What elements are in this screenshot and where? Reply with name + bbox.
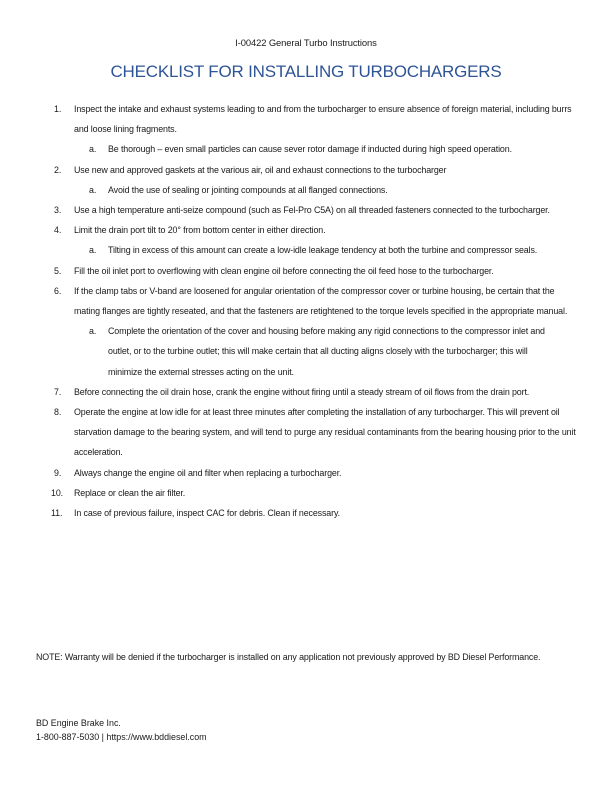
- item-text: In case of previous failure, inspect CAC for debris. Clean if necessary.: [74, 508, 340, 519]
- checklist-item: [0, 281, 612, 321]
- checklist-subitem: [0, 139, 612, 159]
- checklist-item: [0, 382, 612, 402]
- subitem-letter: a.: [89, 144, 97, 155]
- footer: [36, 716, 207, 744]
- item-text: Inspect the intake and exhaust systems leading to and from the turbocharger to ensure absence of foreign material, including burrs and loose lining fragments.: [74, 104, 572, 135]
- item-number: 11.: [51, 508, 63, 519]
- checklist-subitem: [0, 321, 612, 382]
- item-text: Use new and approved gaskets at the various air, oil and exhaust connections to the turbocharger: [74, 164, 447, 175]
- item-number: 5.: [54, 265, 62, 276]
- item-text: Operate the engine at low idle for at least three minutes after completing the installation of any turbocharger. This will prevent oil starvation damage to the bearing system, and will tend to purge any residual contaminants from the bearing housing prior to the unit acceleration.: [74, 407, 576, 458]
- subitem-letter: a.: [89, 245, 97, 256]
- item-number: 7.: [54, 386, 62, 397]
- checklist-item: [0, 503, 612, 523]
- document-header: I-00422 General Turbo Instructions: [235, 37, 377, 48]
- item-number: 9.: [54, 467, 62, 478]
- page-title: CHECKLIST FOR INSTALLING TURBOCHARGERS: [110, 62, 502, 81]
- item-text: Use a high temperature anti-seize compound (such as Fel-Pro C5A) on all threaded fasteners connected to the turbocharger.: [74, 205, 550, 216]
- subitem-letter: a.: [89, 184, 97, 195]
- subitem-text: Complete the orientation of the cover and housing before making any rigid connections to the compressor inlet and outlet, or to the turbine outlet; this will make certain that all ducting aligns closely with the turbocharger; this will minimize the external stresses acting on the unit.: [108, 326, 545, 377]
- item-text: Limit the drain port tilt to 20° from bottom center in either direction.: [74, 225, 326, 236]
- subitem-text: Avoid the use of sealing or jointing compounds at all flanged connections.: [108, 184, 388, 195]
- item-text: Fill the oil inlet port to overflowing with clean engine oil before connecting the oil feed hose to the turbocharger.: [74, 265, 494, 276]
- warranty-note: NOTE: Warranty will be denied if the turbocharger is installed on any application not previously approved by BD Diesel Performance.: [36, 652, 541, 662]
- item-text: Replace or clean the air filter.: [74, 487, 186, 498]
- subitem-text: Be thorough – even small particles can cause sever rotor damage if inducted during high speed operation.: [108, 144, 512, 155]
- footer-company: BD Engine Brake Inc.: [36, 718, 121, 728]
- item-number: 6.: [54, 285, 62, 296]
- checklist-subitem: [0, 240, 612, 260]
- checklist-subitem: [0, 180, 612, 200]
- footer-contact: 1-800-887-5030 | https://www.bddiesel.com: [36, 732, 207, 742]
- checklist-item: [0, 463, 612, 483]
- subitem-letter: a.: [89, 326, 97, 337]
- item-text: Before connecting the oil drain hose, crank the engine without firing until a steady stream of oil flows from the drain port.: [74, 386, 530, 397]
- checklist: [0, 99, 612, 523]
- subitem-text: Tilting in excess of this amount can create a low-idle leakage tendency at both the turbine and compressor seals.: [108, 245, 538, 256]
- item-number: 2.: [54, 164, 62, 175]
- item-text: If the clamp tabs or V-band are loosened for angular orientation of the compressor cover or turbine housing, be certain that the mating flanges are tightly reseated, and that the fasteners are retightened to the torque levels specified in the appropriate manual.: [74, 285, 568, 317]
- item-number: 8.: [54, 407, 62, 418]
- checklist-item: [0, 200, 612, 220]
- checklist-item: [0, 261, 612, 281]
- item-text: Always change the engine oil and filter when replacing a turbocharger.: [74, 467, 342, 478]
- checklist-item: [0, 483, 612, 503]
- checklist-item: [0, 160, 612, 180]
- item-number: 3.: [54, 205, 62, 216]
- checklist-item: [0, 220, 612, 240]
- item-number: 10.: [51, 487, 63, 498]
- checklist-item: [0, 99, 612, 139]
- item-number: 1.: [54, 104, 62, 114]
- checklist-item: [0, 402, 612, 463]
- item-number: 4.: [54, 225, 62, 236]
